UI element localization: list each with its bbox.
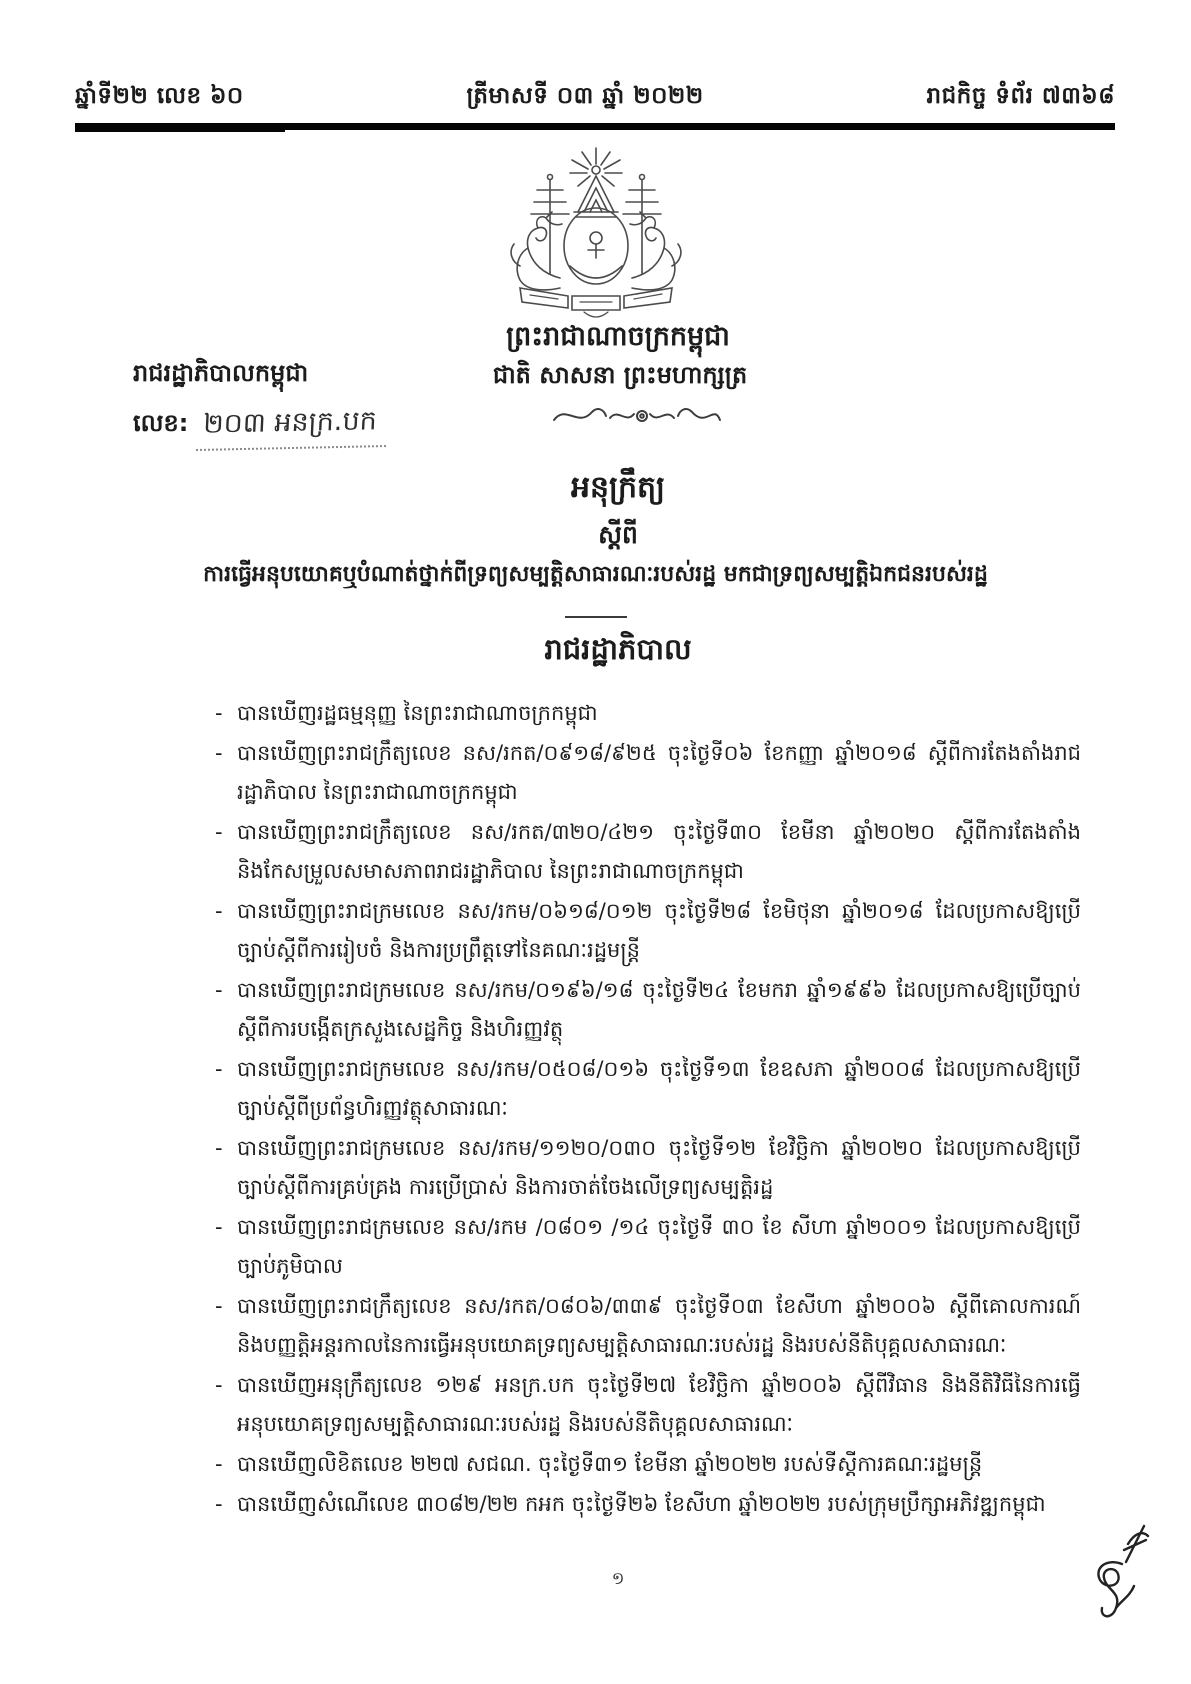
citation-dash: - (215, 741, 223, 765)
citation-item (213, 1050, 1081, 1128)
citation-item (213, 971, 1081, 1049)
national-motto: ជាតិ សាសនា ព្រះមហាក្សត្រ (492, 361, 748, 389)
citation-dash: - (215, 1057, 223, 1081)
citations-list (213, 694, 1081, 1525)
government-label: រាជរដ្ឋាភិបាលកម្ពុជា (133, 359, 309, 387)
citation-text: បានឃើញព្រះរាជក្រមលេខ នស/រកម/០១៩៦/១៨ ចុះថ្ងៃទី២៤ ខែមករា ឆ្នាំ១៩៩៦ ដែលប្រកាសឱ្យប្រើច្បាប់ស្តីពីការបង្កើតក្រសួងសេដ្ឋកិច្ច និងហិរញ្ញវត្ថុ (237, 978, 1081, 1041)
citation-dash: - (215, 1136, 223, 1160)
citation-dash: - (215, 1492, 223, 1516)
kingdom-title: ព្រះរាជាណាចក្រកម្ពុជា (506, 321, 730, 352)
citation-text: បានឃើញព្រះរាជក្រមលេខ នស/រកម/១១២០/០៣០ ចុះថ្ងៃទី១២ ខែវិច្ឆិកា ឆ្នាំ២០២០ ដែលប្រកាសឱ្យប្រើច្បាប់ស្តីពីការគ្រប់គ្រង ការប្រើប្រាស់ និងការចាត់ចែងលើទ្រព្យសម្បត្តិរដ្ឋ (237, 1136, 1081, 1199)
section-divider (565, 616, 627, 618)
citation-dash: - (215, 1452, 223, 1476)
citation-text: បានឃើញព្រះរាជក្រឹត្យលេខ នស/រកត/៣២០/៤២១ ចុះថ្ងៃទី៣០ ខែមីនា ឆ្នាំ២០២០ ស្តីពីការតែងតាំងនិងកែសម្រួលសមាសភាពរាជរដ្ឋាភិបាល នៃព្រះរាជាណាចក្រកម្ពុជា (237, 820, 1081, 883)
citation-dash: - (215, 820, 223, 844)
citation-item (213, 734, 1081, 812)
citation-text: បានឃើញព្រះរាជក្រឹត្យលេខ នស/រកត/០៨០៦/៣៣៩ ចុះថ្ងៃទី០៣ ខែសីហា ឆ្នាំ២០០៦ ស្តីពីគោលការណ៍ និងបញ្ញត្តិអន្តរកាលនៃការធ្វើអនុបយោគទ្រព្យសម្បត្តិសាធារណៈរបស់រដ្ឋ និងរបស់នីតិបុគ្គលសាធារណៈ (237, 1294, 1081, 1357)
issuer-heading: រាជរដ្ឋាភិបាល (544, 632, 692, 666)
citation-item (213, 694, 1081, 733)
citation-item (213, 1366, 1081, 1444)
citation-dash: - (215, 899, 223, 923)
citation-dash: - (215, 1373, 223, 1397)
decree-type-title: អនុក្រឹត្យ (570, 470, 666, 505)
citation-item (213, 813, 1081, 891)
citation-text: បានឃើញសំណើលេខ ៣០៨២/២២ កអក ចុះថ្ងៃទី២៦ ខែសីហា ឆ្នាំ២០២២ របស់ក្រុមប្រឹក្សាអភិវឌ្ឍកម្ពុជា (237, 1492, 1046, 1516)
masthead (75, 82, 1115, 115)
flourish-ornament-icon (548, 398, 724, 434)
citation-item (213, 892, 1081, 970)
citation-text: បានឃើញព្រះរាជក្រមលេខ នស/រកម/០៦១៨/០១២ ចុះថ្ងៃទី២៨ ខែមិថុនា ឆ្នាំ២០១៨ ដែលប្រកាសឱ្យប្រើច្បាប់ស្តីពីការរៀបចំ និងការប្រព្រឹត្តទៅនៃគណៈរដ្ឋមន្ត្រី (237, 899, 1081, 962)
masthead-quarter-year: ត្រីមាសទី ០៣ ឆ្នាំ ២០២២ (466, 83, 704, 109)
citation-text: បានឃើញព្រះរាជក្រមលេខ នស/រកម/០៥០៨/០១៦ ចុះថ្ងៃទី១៣ ខែឧសភា ឆ្នាំ២០០៨ ដែលប្រកាសឱ្យប្រើច្បាប់ស្តីពីប្រព័ន្ធហិរញ្ញវត្ថុសាធារណៈ (237, 1057, 1081, 1120)
citation-text: បានឃើញអនុក្រឹត្យលេខ ១២៩ អនក្រ.បក ចុះថ្ងៃទី២៧ ខែវិច្ឆិកា ឆ្នាំ២០០៦ ស្តីពីវិធាន និងនីតិវិធីនៃការធ្វើអនុបយោគទ្រព្យសម្បត្តិសាធារណៈរបស់រដ្ឋ និងរបស់នីតិបុគ្គលសាធារណៈ (237, 1373, 1081, 1436)
document-number-line (133, 406, 386, 449)
royal-arms-of-cambodia-icon (474, 146, 718, 322)
document-number-label: លេខ: (133, 409, 189, 437)
citation-item (213, 1287, 1081, 1365)
citation-text: បានឃើញព្រះរាជក្រមលេខ នស/រកម /០៨០១ /១៤ ចុះថ្ងៃទី ៣០ ខែ សីហា ឆ្នាំ២០០១ ដែលប្រកាសឱ្យប្រើច្បាប់ភូមិបាល (237, 1215, 1081, 1278)
citation-item (213, 1208, 1081, 1286)
citation-text: បានឃើញព្រះរាជក្រឹត្យលេខ នស/រកត/០៩១៨/៩២៥ ចុះថ្ងៃទី០៦ ខែកញ្ញា ឆ្នាំ២០១៨ ស្តីពីការតែងតាំងរាជរដ្ឋាភិបាល នៃព្រះរាជាណាចក្រកម្ពុជា (237, 741, 1081, 804)
masthead-year-number: ឆ្នាំទី២២ លេខ ៦០ (75, 83, 244, 109)
decree-subject-title: ការធ្វើអនុបយោគឬបំណាត់ថ្នាក់ពីទ្រព្យសម្បត្តិសាធារណៈរបស់រដ្ឋ មកជាទ្រព្យសម្បត្តិឯកជនរបស់រដ្ឋ (203, 562, 988, 587)
masthead-rule-left (75, 129, 285, 132)
citation-text: បានឃើញរដ្ឋធម្មនុញ្ញ នៃព្រះរាជាណាចក្រកម្ពុជា (237, 701, 598, 725)
masthead-gazette-page: រាជកិច្ច ទំព័រ ៧៣៦៨ (926, 83, 1115, 109)
decree-re-label: ស្តីពី (598, 520, 638, 549)
citation-dash: - (215, 1294, 223, 1318)
citation-dash: - (215, 1215, 223, 1239)
page-number: ១ (611, 1569, 625, 1589)
signature-initials-icon (1062, 1516, 1182, 1656)
citation-item (213, 1129, 1081, 1207)
citation-dash: - (215, 978, 223, 1002)
citation-dash: - (215, 701, 223, 725)
document-number-handwritten: ២០៣ អនក្រ.បក (196, 404, 388, 451)
citation-item (213, 1485, 1081, 1524)
citation-text: បានឃើញលិខិតលេខ ២២៧ សជណ. ចុះថ្ងៃទី៣១ ខែមីនា ឆ្នាំ២០២២ របស់ទីស្តីការគណៈរដ្ឋមន្ត្រី (237, 1452, 983, 1476)
citation-item (213, 1445, 1081, 1484)
